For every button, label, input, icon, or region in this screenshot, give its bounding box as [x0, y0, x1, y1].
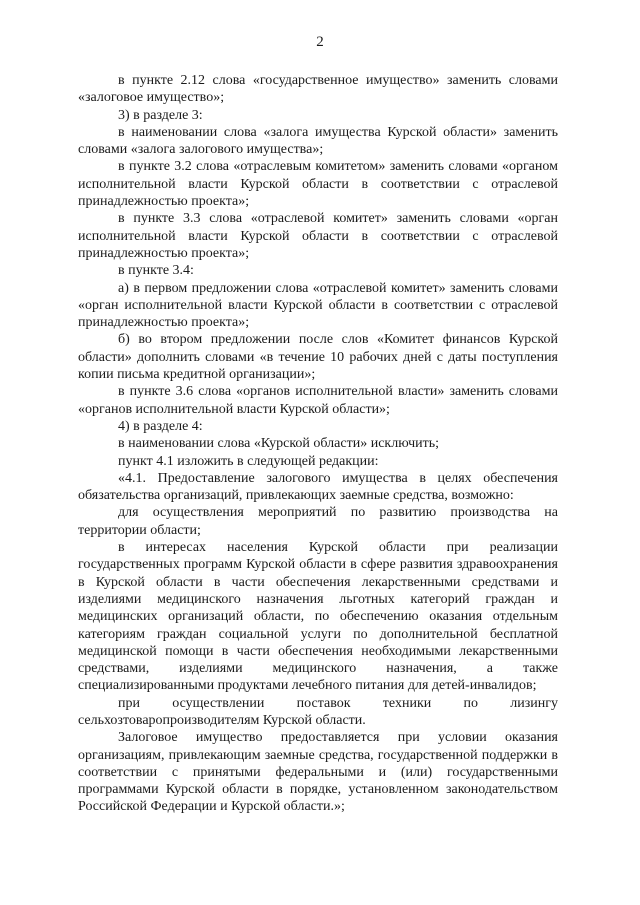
paragraph: в пункте 3.6 слова «органов исполнительной власти» заменить словами «органов исполнительной власти Курской области»; [78, 384, 558, 417]
paragraph: в пункте 3.3 слова «отраслевой комитет» заменить словами «орган исполнительной власти Курской области в соответствии с отраслевой принадлежностью проекта»; [78, 211, 558, 261]
paragraph: в интересах населения Курской области при реализации государственных программ Курской области в сфере развития здравоохранения в Курской области в части обеспечения лекарственными средствами и изделиями медицинского назначения льготных категорий граждан и медицинских организаций области, по обеспечению оказания отдельным категориям граждан социальной услуги по дополнительной бесплатной медицинской помощи в части обеспечения необходимыми лекарственными средствами, изделиями медицинского назначения, а также специализированными продуктами лечебного питания для детей-инвалидов; [78, 540, 558, 694]
paragraph: пункт 4.1 изложить в следующей редакции: [118, 453, 379, 469]
paragraph: для осуществления мероприятий по развитию производства на территории области; [78, 505, 558, 538]
paragraph: Залоговое имущество предоставляется при условии оказания организациям, привлекающим заемные средства, государственной поддержки в соответствии с принятыми федеральными и (или) государственными программами Курской области в порядке, установленном законодательством Российской Федерации и Курской области.»; [78, 730, 558, 815]
paragraph: а) в первом предложении слова «отраслевой комитет» заменить словами «орган исполнительной власти Курской области в соответствии с отраслевой принадлежностью проекта»; [78, 280, 558, 331]
paragraph: в пункте 3.2 слова «отраслевым комитетом» заменить словами «органом исполнительной власти Курской области в соответствии с отраслевой принадлежностью проекта»; [78, 159, 558, 210]
document-body [78, 72, 558, 816]
paragraph: в пункте 3.4: [118, 263, 194, 279]
paragraph: при осуществлении поставок техники по лизингу сельхозтоваропроизводителям Курской области. [78, 695, 558, 728]
paragraph: 3) в разделе 3: [118, 107, 203, 123]
paragraph: 4) в разделе 4: [118, 418, 203, 434]
page-number: 2 [316, 34, 324, 50]
paragraph: «4.1. Предоставление залогового имущества в целях обеспечения обязательства организаций, привлекающих заемные средства, возможно: [78, 470, 558, 504]
paragraph: в пункте 2.12 слова «государственное имущество» заменить словами «залоговое имущество»; [78, 73, 558, 106]
paragraph: б) во втором предложении после слов «Комитет финансов Курской области» дополнить словами «в течение 10 рабочих дней с даты поступления копии письма кредитной организации»; [78, 332, 558, 383]
paragraph: в наименовании слова «Курской области» исключить; [118, 436, 440, 452]
paragraph: в наименовании слова «залога имущества Курской области» заменить словами «залога залогового имущества»; [78, 124, 558, 158]
